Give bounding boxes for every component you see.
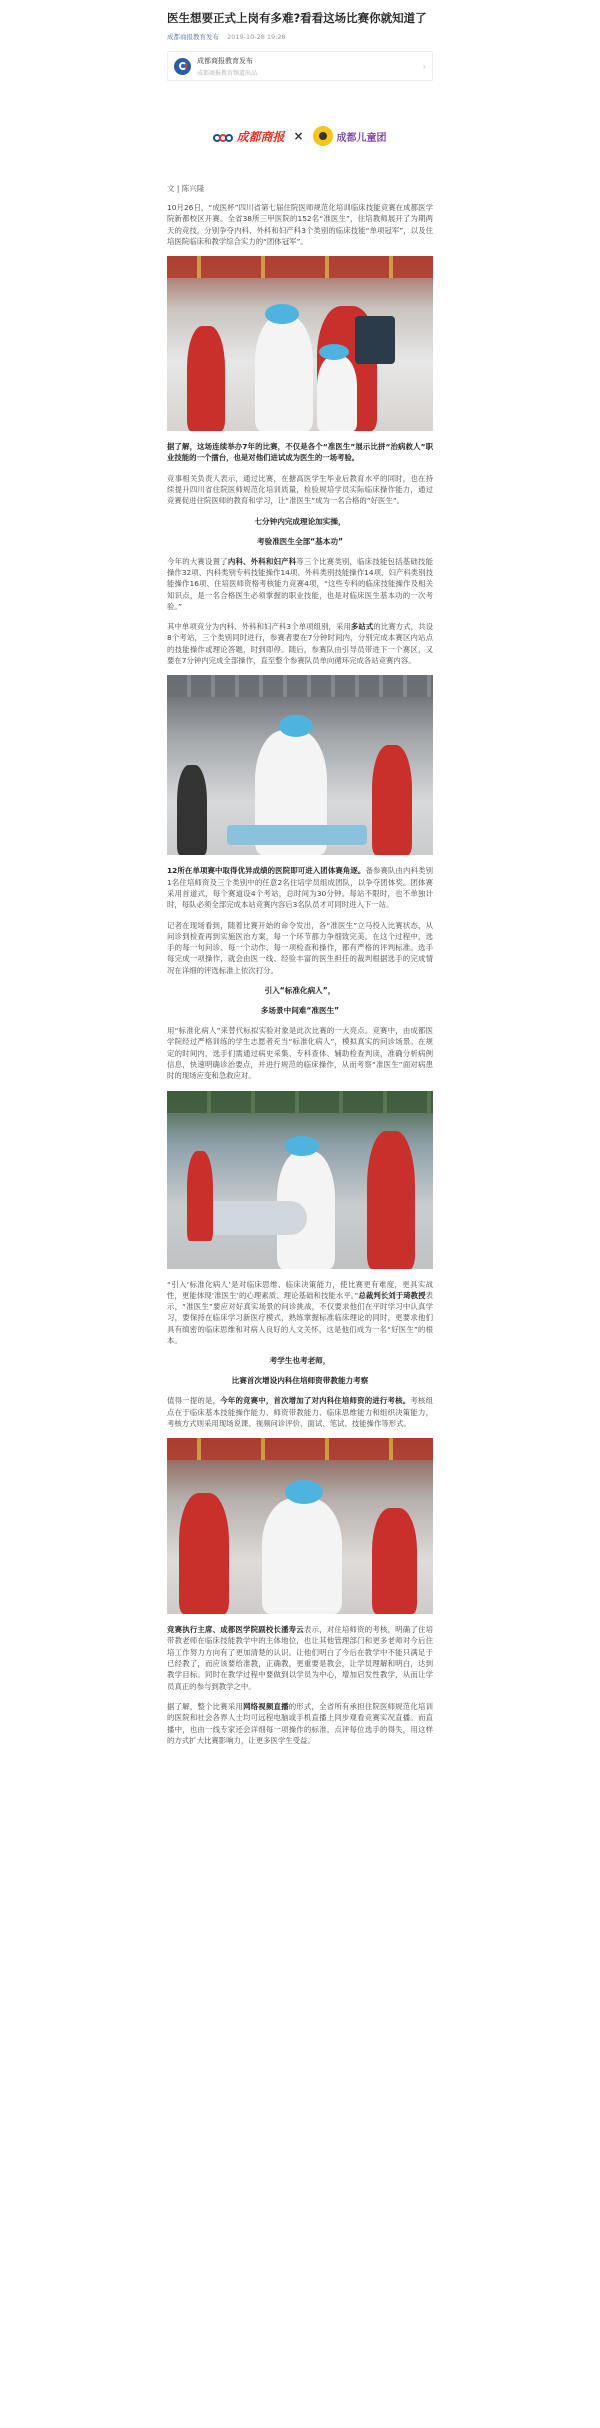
chevron-right-icon: ›: [422, 61, 426, 71]
photo-standardized-patient: [167, 1091, 433, 1269]
photo-xray-review: [167, 256, 433, 431]
paragraph: 10月26日，“成医杯”四川省第七届住院医师规范化培训临床技能竞赛在成都医学院新都校区开赛。全省38所三甲医院的152名“准医生”，住培教师展开了为期两天的竞技，分别争夺内科、外科和妇产科3个类别的临床技能“单项冠军”，以及住培医院临床和教学综合实力的“团体冠军”。: [167, 203, 433, 246]
subheading: 引入“标准化病人”，: [264, 986, 336, 996]
paragraph: 竞事相关负责人表示，通过比赛，在搪高医学生毕业后教育水平的同时，也在持续提升四川省住院医师规范化培训质量，检验规培学员实际临床操作能力，通过竞赛促进住院医师的教育和学习，让“准医生”成为一名合格的“好医生”。: [167, 473, 433, 506]
subheading: 多场景中间难“准医生”: [260, 1006, 340, 1016]
account-card[interactable]: [167, 51, 433, 81]
subheading: 七分钟内完成理论加实操，: [254, 516, 346, 526]
chengdu-business-daily-logo-icon: [213, 127, 231, 146]
subheading: 考学生也考老师，: [269, 1356, 331, 1366]
subheading: 考验准医生全部“基本功”: [257, 536, 343, 546]
article-date: 2019-10-28 19:28: [227, 33, 286, 41]
account-name: 成都商报教育发布: [197, 56, 253, 65]
account-desc: 成都商报教育频道出品: [197, 69, 258, 77]
paragraph: 12所在单项赛中取得优异成绩的医院即可进入团体赛角逐。备参赛队由内科类别1名住培师资及三个类别中的任意2名住培学员组成团队，以争夺团体奖。团体赛采用首道式，每个赛道设4个考站，总时间为30分钟。每站不限时，也不单独计时，每队必须全部完成本站竞赛内容后3名队员才可同时进入下一站。: [167, 866, 433, 910]
subheading: 比赛首次增设内科住培师资带教能力考察: [231, 1376, 369, 1386]
article: [167, 0, 433, 1755]
article-source-link[interactable]: 成都商报教育发布: [167, 33, 219, 41]
brand-cross: ×: [293, 129, 304, 143]
paragraph: “引入‘标准化病人’是对临床思维、临床决策能力，使比赛更有难度，更具实战性，更能体现‘准医生’的心理素质、理论基础和技能水平。”总裁判长刘于琦教授表示，“准医生”要应对好真实场景的问诊挑战，不仅要求他们在平时学习中认真学习，要保持在临床学习新医疗模式，熟练掌握标准临床理论的同时，更要求他们具有缜密的临床思维和对病人良好的人文关怀，这是他们成为一名“好医生”的根本。: [167, 1279, 433, 1345]
account-logo-icon: [174, 58, 191, 75]
paragraph: 今年的大赛设置了内科、外科和妇产科等三个比赛类别，临床技能包括基础技能操作32项、内科类别专科技能操作14项、外科类别技能操作14项、妇产科类别技能操作16项、住培医师资格考核能力竞赛4项，“这些专科的临床技能操作及相关知识点，是一名合格医生必须掌握的职业技能，也是对临床医生基本功的一次考验。”: [167, 556, 433, 611]
photo-teacher-assessment: [167, 1438, 433, 1614]
paragraph: 用“标准化病人”来替代标拟实验对象是此次比赛的一大亮点。竞赛中，由成都医学院经过严格训练的学生志愿者充当“标准化病人”，模拟真实的问诊场景。在规定的时间内，选手们需通过病史采集、专科查体、辅助检查判读，准确分析病例信息，快速明确诊治要点，并进行规范的临床操作，从而考察“准医生”面对病患时的现场应变和急救应对。: [167, 1026, 433, 1081]
paragraph: 竞赛执行主席、成都医学院副校长潘寿云表示，对住培师资的考核，明确了住培带教老师在临床技能教学中的主体地位，也让其他管理部门和更多老师对今后住培工作努力方向有了更加清楚的认识。让他们明白了今后在教学中不能只满足于已经教了，而应该要给准教，正确教，更重要是教会，让学员理解和明白，达到教学目标。同时在教学过程中要做到以学员为中心，增加启发性教学，从而让学员真正的参与到教学之中。: [167, 1625, 433, 1691]
photo-practical-exam: [167, 675, 433, 855]
paragraph: 记者在现场看到，随着比赛开始的命令发出，各“准医生”立马投入比赛状态，从问诊到检查再到实施医治方案，每一个环节都力争细致完美。在这个过程中，选手的每一句问诊、每一个动作、每一项检查和操作，都有严格的评判标准。选手每完成一项操作，就会由医一线、经验丰富的医生担任的裁判根据选手的完成情况在详细的评选标准上依次打分。: [167, 920, 433, 975]
paragraph: 据了解，整个比赛采用网络视频直播的形式，全省所有承担住院医师规范化培训的医院和社会各界人士均可远程电脑或手机直播上同步观看竞赛实况直播。而直播中，也由一线专家还会详细每一项操作的标准，点评每位选手的得失，用这样的方式扩大比赛影响力，让更多医学生受益。: [167, 1701, 433, 1745]
author-line: 文 | 陈兴隆: [167, 184, 205, 193]
paragraph-bold: 据了解，这场连续举办7年的比赛，不仅是各个“准医生”展示比拼“治病救人”职业技能的一个擂台，也是对他们进试成为医生的一场考验。: [167, 442, 433, 463]
article-title: 医生想要正式上岗有多难?看看这场比赛你就知道了: [167, 11, 427, 25]
kids-club-logo-icon: [313, 126, 333, 146]
paragraph: 其中单项竞分为内科、外科和妇产科3个单项组别，采用多站式的比赛方式，共设8个考站，三个类别同时进行，参赛者要在7分钟时间内，分别完成本赛区内站点的技能操作或理论答题，时到即停。随后，参赛队由引导员带进下一个赛区，又要在7分钟内完成全部操作，直至整个参赛队员单向循环完成各站竞赛内容。: [167, 622, 433, 666]
brand-left-text: 成都商报: [236, 129, 285, 144]
paragraph: 值得一提的是，今年的竞赛中，首次增加了对内科住培师资的进行考核。考核组点在于临床基本技能操作能力、师资带教能力、临床思维能力和组织决策能力，考核方式则采用现场说课、视频问诊评价、面试、笔试、技能操作等形式。: [167, 1396, 433, 1428]
brand-banner: [167, 121, 433, 151]
brand-right-text: 成都儿童团: [336, 132, 387, 144]
article-meta: [167, 32, 433, 41]
